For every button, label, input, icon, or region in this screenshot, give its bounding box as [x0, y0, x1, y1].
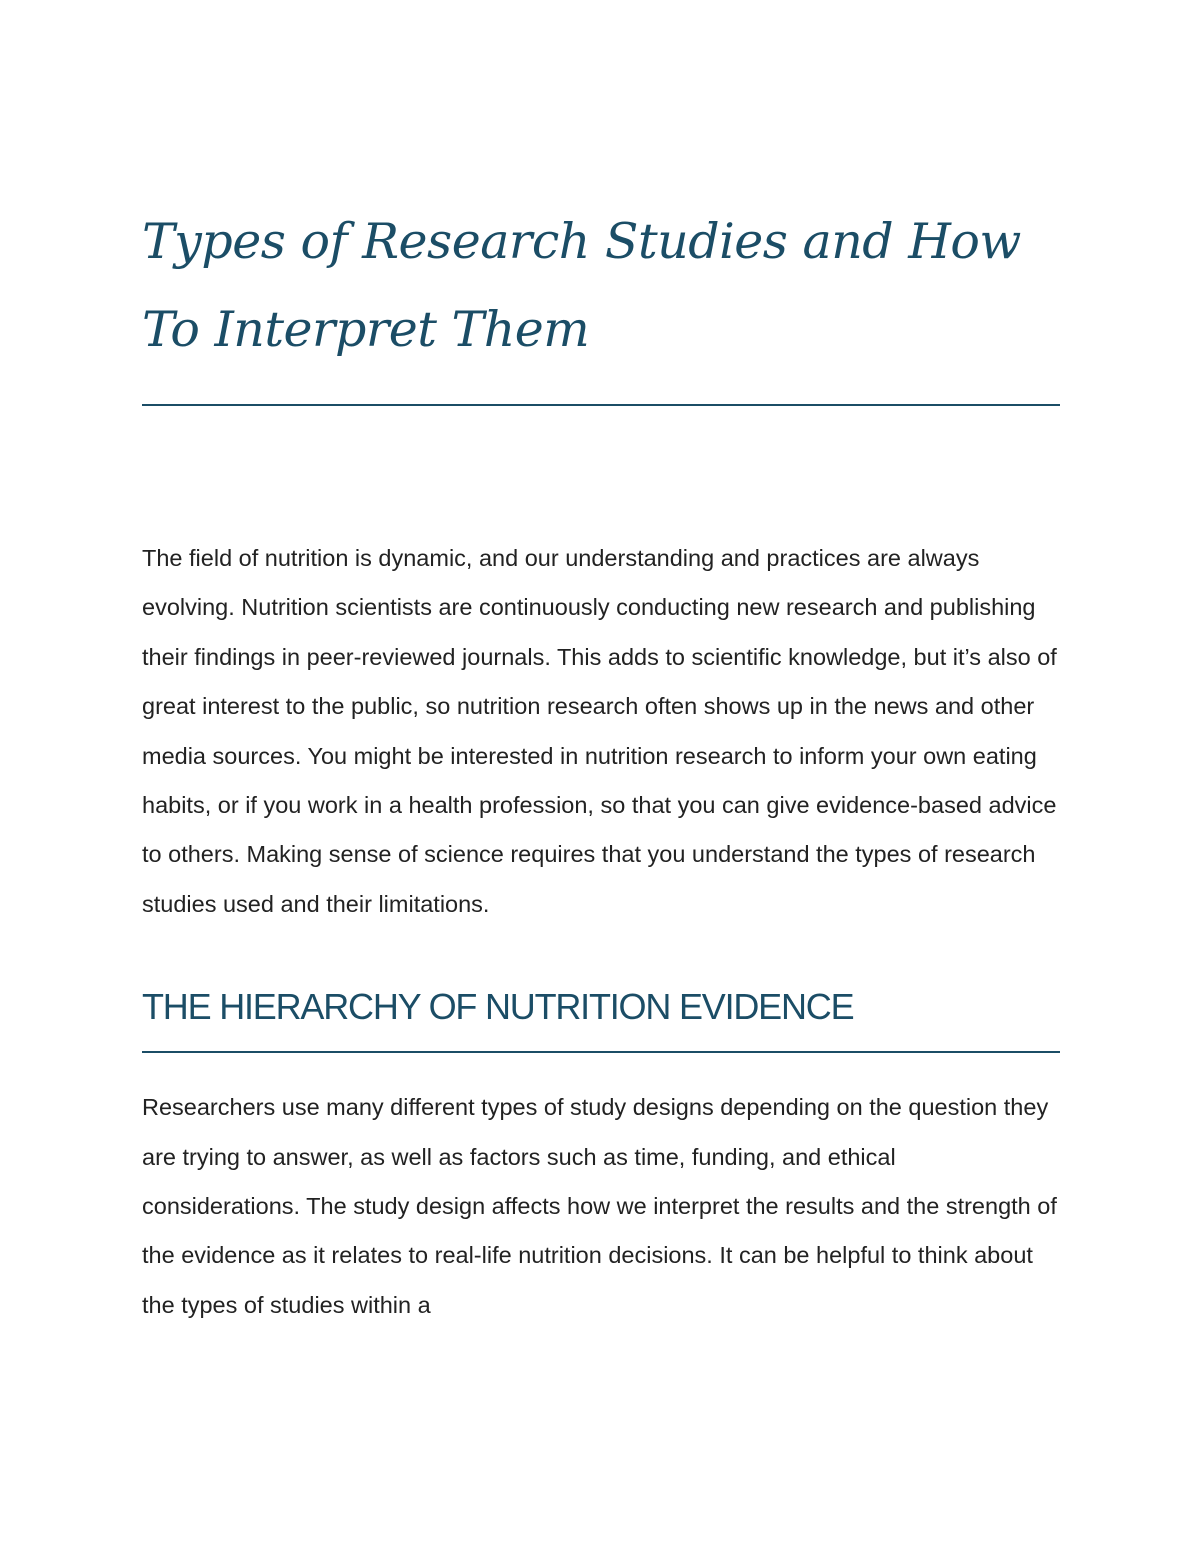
document-title: Types of Research Studies and How To Interpret Them: [142, 213, 1021, 358]
section-paragraph: Researchers use many different types of study designs depending on the question they are trying to answer, as well as factors such as time, funding, and ethical considerations. The study design affects how we interpret the results and the strength of the evidence as it relates to real-life nutrition decisions. It can be helpful to think about the types of studies within a: [142, 1094, 1057, 1318]
section-heading: THE HIERARCHY OF NUTRITION EVIDENCE: [142, 986, 854, 1028]
document-content: [142, 198, 1060, 1330]
intro-paragraph: The field of nutrition is dynamic, and our understanding and practices are always evolving. Nutrition scientists are continuously conducting new research and publishing their findings in peer-reviewed journals. This adds to scientific knowledge, but it’s also of great interest to the public, so nutrition research often shows up in the news and other media sources. You might be interested in nutrition research to inform your own eating habits, or if you work in a health profession, so that you can give evidence-based advice to others. Making sense of science requires that you understand the types of research studies used and their limitations.: [142, 545, 1057, 917]
section-divider: [142, 1051, 1060, 1053]
title-divider: [142, 404, 1060, 406]
